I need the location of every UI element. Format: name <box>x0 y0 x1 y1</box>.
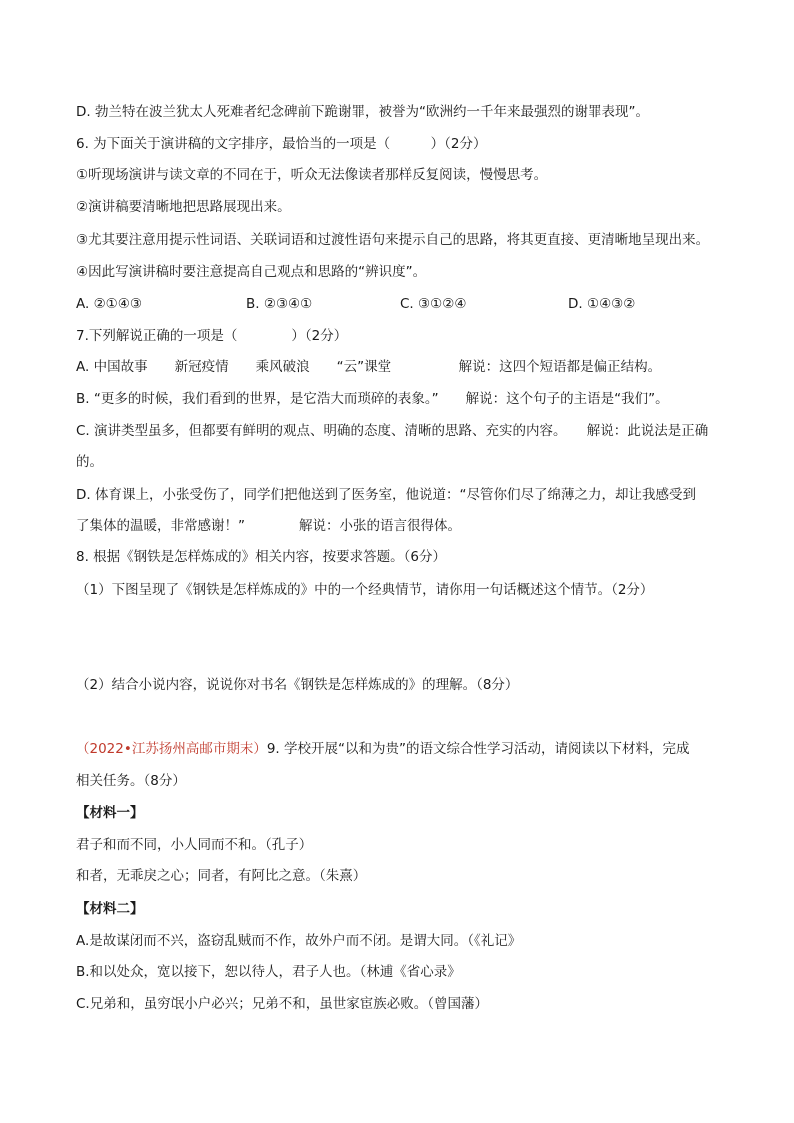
material-1-line-2: 和者，无乖戾之心；同者，有阿比之意。（朱熹） <box>76 868 367 884</box>
q7-option-a: A. 中国故事 新冠疫情 乘风破浪 “云”课堂 解说：这四个短语都是偏正结构。 <box>76 359 662 375</box>
q9-stem <box>76 739 726 759</box>
q8-part-2: （2）结合小说内容，说说你对书名《钢铁是怎样炼成的》的理解。（8分） <box>76 677 519 693</box>
q9-stem-text: 9. 学校开展“以和为贵”的语文综合性学习活动，请阅读以下材料，完成 <box>266 741 690 757</box>
material-2-item-c: C.兄弟和，虽穷氓小户必兴；兄弟不和，虽世家宦族必败。（曾国藩） <box>76 996 488 1012</box>
q6-option-c: C. ③①②④ <box>400 296 467 312</box>
q6-option-d: D. ①④③② <box>568 296 636 312</box>
q9-source-tag: （2022•江苏扬州高邮市期末） <box>76 741 267 757</box>
q6-stem: 6. 为下面关于演讲稿的文字排序，最恰当的一项是（ ）（2分） <box>76 136 487 152</box>
q6-sentence-2: ②演讲稿要清晰地把思路展现出来。 <box>76 199 291 215</box>
q7-option-b: B. “更多的时候，我们看到的世界，是它浩大而琐碎的表象。” 解说：这个句子的主语是“我们”。 <box>76 391 669 407</box>
q8-part-1: （1）下图呈现了《钢铁是怎样炼成的》中的一个经典情节，请你用一句话概述这个情节。（2分） <box>76 582 654 598</box>
q6-option-b: B. ②③④① <box>246 296 313 312</box>
q7-option-c-cont: 的。 <box>76 454 103 470</box>
material-1-heading: 【材料一】 <box>76 805 144 821</box>
q7-option-d: D. 体育课上，小张受伤了，同学们把他送到了医务室，他说道：“尽管你们尽了绵薄之力，却让我感受到 <box>76 487 696 503</box>
q6-sentence-4: ④因此写演讲稿时要注意提高自己观点和思路的“辨识度”。 <box>76 264 427 280</box>
material-2-item-b: B.和以处众，宽以接下，恕以待人，君子人也。（林逋《省心录》 <box>76 964 461 980</box>
q7-option-c: C. 演讲类型虽多，但都要有鲜明的观点、明确的态度、清晰的思路、充实的内容。 解说：此说法是正确 <box>76 423 709 439</box>
q7-option-d-cont: 了集体的温暖，非常感谢！” 解说：小张的语言很得体。 <box>76 518 461 534</box>
material-2-heading: 【材料二】 <box>76 901 144 917</box>
q5-option-d: D. 勃兰特在波兰犹太人死难者纪念碑前下跪谢罪，被誉为“欧洲约一千年来最强烈的谢罪表现”。 <box>76 104 649 120</box>
material-2-item-a: A.是故谋闭而不兴，盗窃乱贼而不作，故外户而不闭。是谓大同。（《礼记》 <box>76 933 522 949</box>
q8-stem: 8. 根据《钢铁是怎样炼成的》相关内容，按要求答题。（6分） <box>76 549 447 565</box>
q6-sentence-3: ③尤其要注意用提示性词语、关联词语和过渡性语句来提示自己的思路，将其更直接、更清晰地呈现出来。 <box>76 232 710 248</box>
q6-options <box>76 294 726 314</box>
q7-stem: 7.下列解说正确的一项是（ ）（2分） <box>76 328 348 344</box>
material-1-line-1: 君子和而不同，小人同而不和。（孔子） <box>76 837 313 853</box>
q6-sentence-1: ①听现场演讲与读文章的不同在于，听众无法像读者那样反复阅读，慢慢思考。 <box>76 167 548 183</box>
q6-option-a: A. ②①④③ <box>76 296 142 312</box>
q9-stem-cont: 相关任务。（8分） <box>76 773 186 789</box>
